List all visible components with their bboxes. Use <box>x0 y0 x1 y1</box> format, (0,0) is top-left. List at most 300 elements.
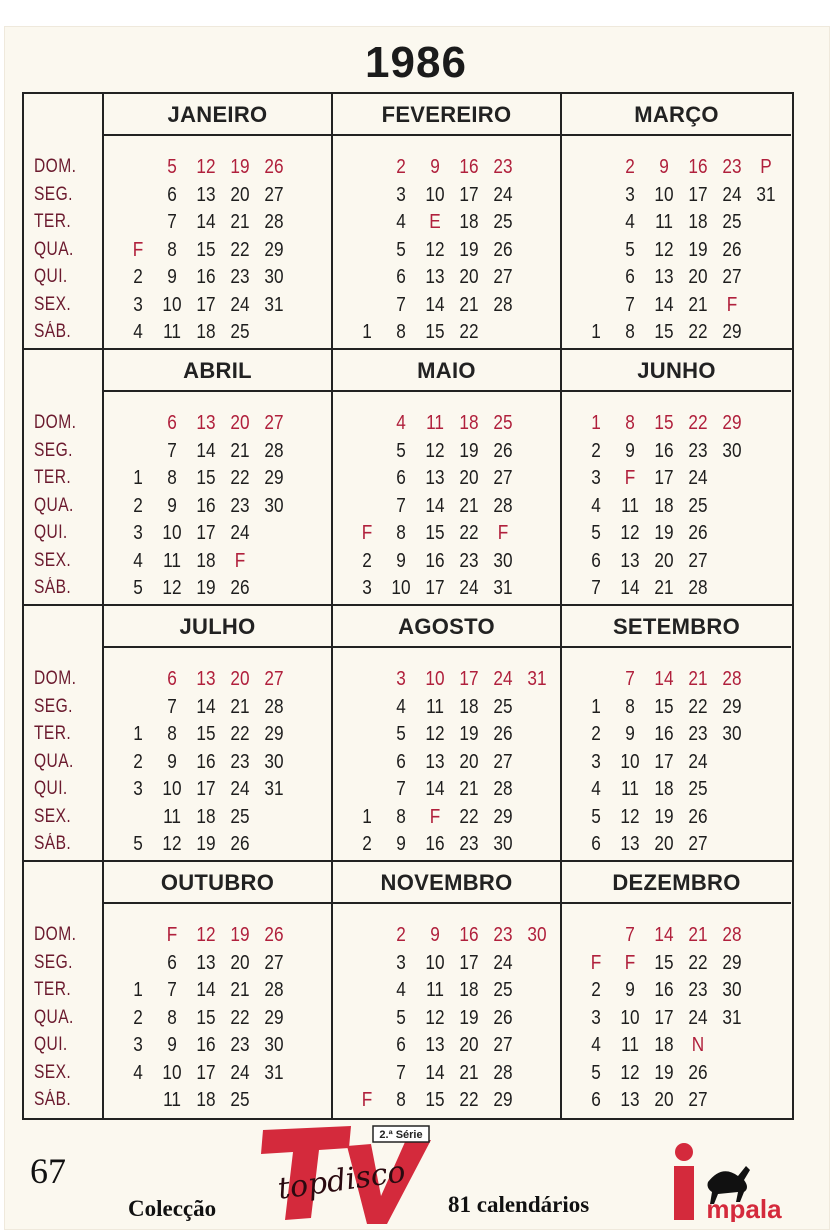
day-cell: 15 <box>425 321 445 343</box>
day-cell: 22 <box>688 695 708 718</box>
day-cell: 6 <box>396 467 406 489</box>
day-cell: 10 <box>162 778 182 800</box>
day-cell: 22 <box>459 1089 479 1111</box>
day-cell: 16 <box>425 833 445 855</box>
day-cell: 13 <box>620 1089 640 1111</box>
month-março <box>562 94 791 348</box>
day-cell: 18 <box>654 1034 674 1056</box>
day-cell: 1 <box>591 412 601 434</box>
day-cell: 30 <box>722 723 742 745</box>
day-cell: 11 <box>621 778 639 800</box>
day-cell: 16 <box>196 1034 216 1056</box>
month-junho <box>562 350 791 604</box>
year-title: 1986 <box>365 38 467 87</box>
day-cell: 9 <box>167 750 177 773</box>
day-cell: 22 <box>230 1006 250 1029</box>
day-cell: 7 <box>625 924 635 946</box>
weekday-label-column <box>24 94 104 348</box>
day-cell: 1 <box>362 805 372 828</box>
day-cell: 12 <box>162 577 182 599</box>
quarter-block <box>24 862 792 1118</box>
day-cell: 13 <box>654 266 674 288</box>
day-cell: 4 <box>591 494 601 517</box>
day-cell: 19 <box>459 439 479 462</box>
day-cell: 15 <box>425 522 445 544</box>
month-name: NOVEMBRO <box>333 862 560 904</box>
day-cell: 8 <box>625 412 635 434</box>
day-cell: 11 <box>621 1034 639 1056</box>
month-julho <box>104 606 333 860</box>
day-cell: 24 <box>459 577 479 599</box>
day-cell: 12 <box>425 1006 445 1029</box>
day-cell: 21 <box>230 979 250 1001</box>
weekday-label: QUA. <box>34 238 74 260</box>
day-cell: 17 <box>688 183 708 206</box>
day-cell: 31 <box>722 1006 742 1029</box>
day-cell: 28 <box>722 924 742 946</box>
month-name: MARÇO <box>562 94 791 136</box>
day-cell: 2 <box>396 156 406 178</box>
day-cell: 14 <box>654 668 674 690</box>
day-cell: 8 <box>167 238 177 261</box>
day-cell: 31 <box>264 293 284 316</box>
day-cell: 8 <box>396 1089 406 1111</box>
day-cell: 9 <box>430 156 440 178</box>
weekday-label: SEG. <box>34 439 73 461</box>
weekday-label: QUI. <box>34 778 68 799</box>
day-cell: 24 <box>230 293 250 316</box>
holiday-marker: F <box>132 238 144 261</box>
day-cell: 12 <box>425 723 445 745</box>
series-badge-text: 2.ª Série <box>379 1129 423 1141</box>
day-cell: 19 <box>688 238 708 261</box>
day-cell: 1 <box>133 467 143 489</box>
holiday-marker: F <box>429 805 441 828</box>
day-cell: 22 <box>688 412 708 434</box>
day-cell: 24 <box>230 522 250 544</box>
day-cell: 26 <box>493 439 513 462</box>
day-cell: 26 <box>688 1061 708 1084</box>
day-cell: 9 <box>659 156 669 178</box>
month-fevereiro <box>333 94 562 348</box>
day-cell: 13 <box>196 183 216 206</box>
day-cell: 2 <box>625 156 635 178</box>
day-cell: 16 <box>196 750 216 773</box>
day-cell: 15 <box>196 238 216 261</box>
weekday-label: QUA. <box>34 750 74 772</box>
day-cell: 23 <box>493 924 513 946</box>
month-janeiro <box>104 94 333 348</box>
day-cell: 15 <box>196 1006 216 1029</box>
day-cell: 16 <box>196 494 216 517</box>
day-cell: 9 <box>167 494 177 517</box>
day-cell: 17 <box>459 951 479 974</box>
day-cell: 21 <box>459 778 479 800</box>
day-cell: 17 <box>196 293 216 316</box>
weekday-label: SEG. <box>34 951 73 973</box>
weekday-label: SEX. <box>34 805 72 827</box>
day-cell: 10 <box>620 1006 640 1029</box>
calendar-grid <box>22 92 794 1120</box>
day-cell: 21 <box>459 494 479 517</box>
day-cell: 20 <box>654 549 674 572</box>
day-cell: 29 <box>264 1006 284 1029</box>
day-cell: 9 <box>625 979 635 1001</box>
day-cell: 27 <box>688 833 708 855</box>
day-cell: 8 <box>167 1006 177 1029</box>
day-cell: 20 <box>654 1089 674 1111</box>
day-cell: 16 <box>425 549 445 572</box>
day-cell: 14 <box>196 695 216 718</box>
day-cell: 21 <box>688 668 708 690</box>
day-cell: 11 <box>621 494 639 517</box>
day-cell: 20 <box>230 668 250 690</box>
weekday-label: TER. <box>34 211 72 232</box>
day-cell: 11 <box>655 211 673 233</box>
day-cell: 18 <box>196 1089 216 1111</box>
day-cell: 17 <box>654 1006 674 1029</box>
day-cell: 24 <box>688 750 708 773</box>
day-cell: 10 <box>162 1061 182 1084</box>
month-name: JUNHO <box>562 350 791 392</box>
day-cell: 2 <box>133 750 143 773</box>
day-cell: 30 <box>722 439 742 462</box>
day-cell: 29 <box>493 805 513 828</box>
holiday-marker: F <box>361 1089 373 1111</box>
weekday-label-column <box>24 606 104 860</box>
day-cell: 9 <box>167 266 177 288</box>
day-cell: 24 <box>493 951 513 974</box>
day-cell: 21 <box>230 211 250 233</box>
holiday-marker: F <box>166 924 178 946</box>
day-cell: 16 <box>688 156 708 178</box>
day-cell: 20 <box>230 183 250 206</box>
month-name: MAIO <box>333 350 560 392</box>
day-cell: 19 <box>459 1006 479 1029</box>
month-name: OUTUBRO <box>104 862 331 904</box>
day-cell: 20 <box>654 833 674 855</box>
day-cell: 24 <box>493 668 513 690</box>
day-cell: 27 <box>264 412 284 434</box>
day-cell: 7 <box>396 1061 406 1084</box>
day-cell: 25 <box>230 805 250 828</box>
day-cell: 25 <box>493 211 513 233</box>
day-cell: 26 <box>493 238 513 261</box>
day-cell: 19 <box>230 924 250 946</box>
holiday-marker: F <box>361 522 373 544</box>
day-cell: 26 <box>722 238 742 261</box>
holiday-marker: E <box>429 211 441 233</box>
day-cell: 19 <box>196 577 216 599</box>
day-cell: 18 <box>688 211 708 233</box>
day-cell: 9 <box>167 1034 177 1056</box>
day-cell: 14 <box>425 293 445 316</box>
month-outubro <box>104 862 333 1118</box>
day-cell: 14 <box>196 211 216 233</box>
day-cell: 27 <box>264 183 284 206</box>
month-setembro <box>562 606 791 860</box>
day-cell: 9 <box>396 833 406 855</box>
day-cell: 14 <box>196 979 216 1001</box>
day-cell: 12 <box>196 924 216 946</box>
month-maio <box>333 350 562 604</box>
day-cell: 7 <box>625 668 635 690</box>
day-cell: 2 <box>362 833 372 855</box>
day-cell: 23 <box>230 750 250 773</box>
weekday-label: DOM. <box>34 156 77 177</box>
day-cell: 2 <box>591 723 601 745</box>
day-cell: 30 <box>493 549 513 572</box>
holiday-marker: F <box>726 293 738 316</box>
day-cell: 23 <box>230 494 250 517</box>
day-cell: 28 <box>493 293 513 316</box>
day-cell: 28 <box>264 439 284 462</box>
day-cell: 8 <box>625 695 635 718</box>
day-cell: 3 <box>396 668 406 690</box>
day-cell: 5 <box>133 577 143 599</box>
day-cell: 10 <box>425 951 445 974</box>
day-cell: 7 <box>167 979 177 1001</box>
day-cell: 29 <box>722 321 742 343</box>
quarter-block <box>24 606 792 862</box>
day-cell: 16 <box>196 266 216 288</box>
day-cell: 13 <box>425 467 445 489</box>
day-cell: 20 <box>459 467 479 489</box>
day-cell: 22 <box>230 723 250 745</box>
day-cell: 11 <box>426 412 444 434</box>
day-cell: 22 <box>688 951 708 974</box>
day-cell: 30 <box>264 494 284 517</box>
day-cell: 13 <box>620 549 640 572</box>
day-cell: 20 <box>230 412 250 434</box>
month-name: SETEMBRO <box>562 606 791 648</box>
day-cell: 18 <box>459 979 479 1001</box>
day-cell: 5 <box>591 522 601 544</box>
day-cell: 17 <box>196 778 216 800</box>
day-cell: 8 <box>167 467 177 489</box>
day-cell: 27 <box>493 266 513 288</box>
day-cell: 17 <box>425 577 445 599</box>
day-cell: 7 <box>167 439 177 462</box>
day-cell: 27 <box>688 1089 708 1111</box>
weekday-label: SEX. <box>34 1061 72 1083</box>
day-cell: 23 <box>230 1034 250 1056</box>
day-cell: 25 <box>230 321 250 343</box>
calendar-count-label: 81 calendários <box>448 1192 590 1217</box>
day-cell: 21 <box>230 439 250 462</box>
month-name: ABRIL <box>104 350 331 392</box>
day-cell: 1 <box>591 695 601 718</box>
day-cell: 18 <box>196 805 216 828</box>
holiday-marker: F <box>624 467 636 489</box>
day-cell: 5 <box>396 439 406 462</box>
day-cell: 8 <box>396 321 406 343</box>
day-cell: 17 <box>654 467 674 489</box>
day-cell: 20 <box>459 1034 479 1056</box>
day-cell: 28 <box>264 695 284 718</box>
day-cell: 2 <box>396 924 406 946</box>
day-cell: 4 <box>133 1061 143 1084</box>
day-cell: 28 <box>688 577 708 599</box>
day-cell: 6 <box>167 183 177 206</box>
day-cell: 30 <box>493 833 513 855</box>
day-cell: 1 <box>362 321 372 343</box>
day-cell: 12 <box>425 238 445 261</box>
day-cell: 12 <box>620 522 640 544</box>
day-cell: 5 <box>591 1061 601 1084</box>
day-cell: 8 <box>167 723 177 745</box>
day-cell: 13 <box>196 668 216 690</box>
day-cell: 12 <box>162 833 182 855</box>
day-cell: 11 <box>426 695 444 718</box>
day-cell: 12 <box>620 1061 640 1084</box>
day-cell: 19 <box>230 156 250 178</box>
day-cell: 29 <box>493 1089 513 1111</box>
day-cell: 21 <box>459 293 479 316</box>
day-cell: 6 <box>167 412 177 434</box>
day-cell: 2 <box>591 979 601 1001</box>
day-cell: 20 <box>459 750 479 773</box>
day-cell: 6 <box>167 951 177 974</box>
day-cell: 14 <box>654 293 674 316</box>
day-cell: 31 <box>493 577 513 599</box>
day-cell: 4 <box>591 1034 601 1056</box>
day-cell: 3 <box>396 951 406 974</box>
day-cell: 19 <box>654 805 674 828</box>
day-cell: 3 <box>396 183 406 206</box>
day-cell: 8 <box>625 321 635 343</box>
weekday-label: TER. <box>34 979 72 1000</box>
day-cell: 10 <box>162 522 182 544</box>
day-cell: 27 <box>688 549 708 572</box>
day-cell: 31 <box>527 668 547 690</box>
weekday-label: TER. <box>34 723 72 744</box>
day-cell: 16 <box>654 723 674 745</box>
day-cell: 20 <box>459 266 479 288</box>
day-cell: 4 <box>396 211 406 233</box>
day-cell: 30 <box>527 924 547 946</box>
day-cell: 6 <box>396 750 406 773</box>
day-cell: 21 <box>459 1061 479 1084</box>
day-cell: 31 <box>756 183 776 206</box>
day-cell: 25 <box>493 979 513 1001</box>
day-cell: 25 <box>493 412 513 434</box>
day-cell: 24 <box>688 1006 708 1029</box>
day-cell: 12 <box>196 156 216 178</box>
day-cell: 7 <box>167 211 177 233</box>
day-cell: 14 <box>196 439 216 462</box>
day-cell: 18 <box>654 494 674 517</box>
day-cell: 4 <box>396 695 406 718</box>
day-cell: 6 <box>625 266 635 288</box>
day-cell: 27 <box>264 951 284 974</box>
svg-text:mpala: mpala <box>706 1194 782 1222</box>
day-cell: 7 <box>167 695 177 718</box>
weekday-label: QUI. <box>34 266 68 287</box>
month-dezembro <box>562 862 791 1118</box>
weekday-label: SÁB. <box>34 577 72 598</box>
weekday-label: QUI. <box>34 522 68 543</box>
day-cell: 28 <box>493 1061 513 1084</box>
day-cell: 11 <box>163 805 181 828</box>
holiday-marker: F <box>234 549 246 572</box>
day-cell: 7 <box>396 778 406 800</box>
day-cell: 18 <box>459 211 479 233</box>
day-cell: 24 <box>230 778 250 800</box>
day-cell: 26 <box>688 522 708 544</box>
day-cell: 14 <box>620 577 640 599</box>
day-cell: 3 <box>591 467 601 489</box>
day-cell: 11 <box>426 979 444 1001</box>
day-cell: 4 <box>396 412 406 434</box>
quarter-block <box>24 94 792 350</box>
day-cell: 6 <box>591 549 601 572</box>
weekday-label: DOM. <box>34 924 77 945</box>
weekday-label: TER. <box>34 467 72 488</box>
day-cell: 27 <box>493 750 513 773</box>
day-cell: 19 <box>654 1061 674 1084</box>
day-cell: 10 <box>425 668 445 690</box>
day-cell: 12 <box>654 238 674 261</box>
month-name: JANEIRO <box>104 94 331 136</box>
day-cell: 25 <box>688 778 708 800</box>
day-cell: 26 <box>230 833 250 855</box>
holiday-marker: N <box>691 1034 705 1056</box>
day-cell: 10 <box>620 750 640 773</box>
day-cell: 27 <box>264 668 284 690</box>
day-cell: 29 <box>722 695 742 718</box>
day-cell: 28 <box>264 211 284 233</box>
day-cell: 4 <box>396 979 406 1001</box>
day-cell: 16 <box>654 439 674 462</box>
day-cell: 14 <box>425 778 445 800</box>
day-cell: 14 <box>425 1061 445 1084</box>
day-cell: 24 <box>688 467 708 489</box>
holiday-marker: F <box>497 522 509 544</box>
weekday-label: DOM. <box>34 412 77 433</box>
day-cell: 20 <box>230 951 250 974</box>
day-cell: 2 <box>133 266 143 288</box>
day-cell: 24 <box>230 1061 250 1084</box>
day-cell: 18 <box>459 412 479 434</box>
day-cell: 7 <box>591 577 601 599</box>
weekday-label-column <box>24 862 104 1118</box>
day-cell: 9 <box>625 439 635 462</box>
month-agosto <box>333 606 562 860</box>
day-cell: 16 <box>459 156 479 178</box>
day-cell: 30 <box>264 1034 284 1056</box>
weekday-label: SÁB. <box>34 321 72 342</box>
day-cell: 27 <box>493 467 513 489</box>
day-cell: 13 <box>196 412 216 434</box>
day-cell: 15 <box>425 1089 445 1111</box>
day-cell: 22 <box>230 238 250 261</box>
day-cell: 5 <box>625 238 635 261</box>
day-cell: 3 <box>133 1034 143 1056</box>
day-cell: 8 <box>396 522 406 544</box>
day-cell: 26 <box>493 723 513 745</box>
weekday-label: QUA. <box>34 494 74 516</box>
day-cell: 5 <box>396 723 406 745</box>
day-cell: 26 <box>264 156 284 178</box>
day-cell: 14 <box>654 924 674 946</box>
day-cell: 13 <box>425 750 445 773</box>
day-cell: 17 <box>654 750 674 773</box>
day-cell: 22 <box>230 467 250 489</box>
day-cell: 3 <box>133 778 143 800</box>
day-cell: 10 <box>654 183 674 206</box>
day-cell: 28 <box>722 668 742 690</box>
